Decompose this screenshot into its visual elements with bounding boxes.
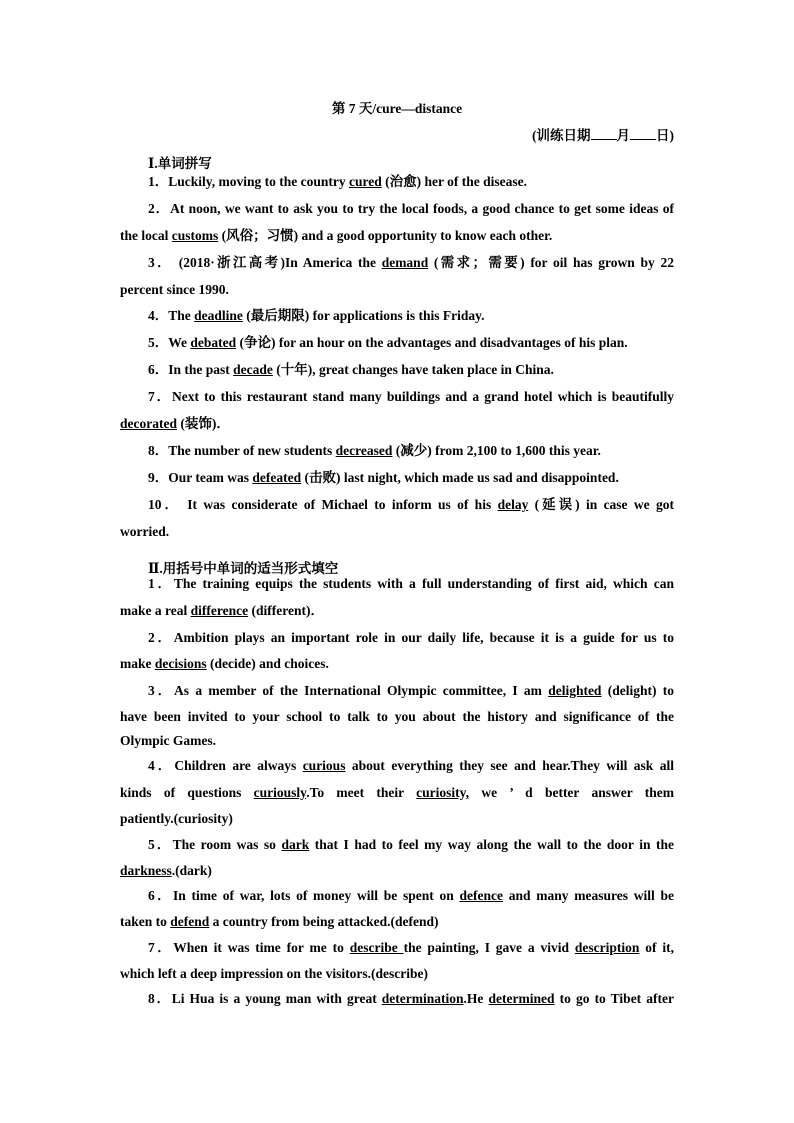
line-text: about everything they see and hear.They will ask all bbox=[345, 758, 674, 773]
line-text: (decide) and choices. bbox=[206, 656, 329, 671]
answer-word: curiosity, bbox=[416, 785, 470, 800]
line-text: 9．Our team was bbox=[148, 470, 253, 485]
line-text: (delight) to bbox=[601, 683, 675, 698]
exercise-line bbox=[148, 173, 674, 191]
line-text: to go to Tibet after bbox=[554, 991, 675, 1006]
exercise-line bbox=[120, 415, 674, 433]
date-day: 日) bbox=[656, 128, 674, 143]
line-text: (风俗；习惯) and a good opportunity to know each other. bbox=[218, 228, 553, 243]
line-text: 8．Li Hua is a young man with great bbox=[148, 991, 382, 1006]
answer-word: cured bbox=[349, 174, 382, 189]
line-text: worried. bbox=[120, 524, 170, 539]
answer-word: description bbox=[574, 940, 640, 955]
line-text: we ’ d better answer them bbox=[469, 785, 674, 800]
line-text: (击败) last night, which made us sad and disappointed. bbox=[301, 470, 619, 485]
exercise-line bbox=[148, 361, 674, 379]
exercise-line bbox=[148, 496, 674, 514]
answer-word: delighted bbox=[548, 683, 602, 698]
line-text: 4．The bbox=[148, 308, 195, 323]
answer-word: debated bbox=[190, 335, 237, 350]
line-text: (装饰)． bbox=[176, 416, 230, 431]
exercise-line bbox=[120, 784, 674, 802]
exercise-line bbox=[120, 602, 674, 620]
line-text: (治愈) her of the disease. bbox=[381, 174, 527, 189]
answer-word: deadline bbox=[194, 308, 243, 323]
exercise-line bbox=[148, 757, 674, 775]
exercise-line bbox=[148, 200, 674, 218]
line-text: make a real bbox=[120, 603, 191, 618]
line-text: taken to bbox=[120, 914, 171, 929]
answer-word: delay bbox=[497, 497, 529, 512]
answer-word: curiously bbox=[253, 785, 307, 800]
exercise-line bbox=[148, 307, 674, 325]
exercise-line bbox=[120, 965, 674, 983]
exercise-line bbox=[120, 862, 674, 880]
line-text: 7．Next to this restaurant stand many buildings and a grand hotel which is beautifully bbox=[148, 389, 674, 404]
answer-word: defeated bbox=[252, 470, 302, 485]
line-text: 4．Children are always bbox=[148, 758, 303, 773]
line-text: 2．Ambition plays an important role in our daily life, because it is a guide for us to bbox=[148, 630, 674, 645]
line-text: 10． It was considerate of Michael to inform us of his bbox=[148, 497, 498, 512]
line-text: make bbox=[120, 656, 155, 671]
answer-word: customs bbox=[171, 228, 219, 243]
line-text: (需求；需要) for oil has grown by 22 bbox=[428, 255, 675, 270]
answer-word: difference bbox=[190, 603, 249, 618]
answer-word: dark bbox=[281, 837, 310, 852]
line-text: .He bbox=[463, 991, 489, 1006]
line-text: 6．In the past bbox=[148, 362, 234, 377]
line-text: 2．At noon, we want to ask you to try the local foods, a good chance to get some ideas of bbox=[148, 201, 674, 216]
exercise-line bbox=[120, 655, 674, 673]
page-title: 第 7 天/cure—distance bbox=[331, 101, 463, 116]
answer-word: defence bbox=[459, 888, 504, 903]
exercise-line bbox=[120, 732, 674, 750]
date-month: 月 bbox=[616, 128, 630, 143]
line-text: the painting, I gave a vivid bbox=[403, 940, 575, 955]
line-text: the local bbox=[120, 228, 172, 243]
answer-word: decisions bbox=[154, 656, 207, 671]
exercise-line bbox=[120, 708, 674, 726]
exercise-line bbox=[120, 281, 674, 299]
answer-word: decreased bbox=[335, 443, 393, 458]
line-text: (different)． bbox=[248, 603, 324, 618]
line-text: kinds of questions bbox=[120, 785, 254, 800]
line-text: Olympic Games. bbox=[120, 733, 216, 748]
section-heading-1: Ⅰ.单词拼写 bbox=[148, 156, 212, 171]
answer-word: curious bbox=[302, 758, 346, 773]
exercise-line bbox=[148, 575, 674, 593]
line-text: 8．The number of new students bbox=[148, 443, 336, 458]
line-text: (减少) from 2,100 to 1,600 this year. bbox=[392, 443, 601, 458]
date-prefix: (训练日期 bbox=[532, 128, 591, 143]
line-text: 7．When it was time for me to bbox=[148, 940, 350, 955]
line-text: 1．Luckily, moving to the country bbox=[148, 174, 350, 189]
answer-word: defend bbox=[170, 914, 210, 929]
answer-word: demand bbox=[381, 255, 429, 270]
line-text: that I had to feel my way along the wall to the door in the bbox=[309, 837, 674, 852]
exercise-line bbox=[120, 227, 674, 245]
line-text: 5．The room was so bbox=[148, 837, 282, 852]
line-text: .To meet their bbox=[306, 785, 417, 800]
line-text: and many measures will be bbox=[503, 888, 674, 903]
line-text: of it, bbox=[639, 940, 674, 955]
answer-word: decade bbox=[233, 362, 273, 377]
line-text: 3．As a member of the International Olympic committee, I am bbox=[148, 683, 549, 698]
line-text: a country from being attacked.(defend) bbox=[209, 914, 439, 929]
answer-word: determination bbox=[381, 991, 464, 1006]
exercise-line bbox=[148, 629, 674, 647]
line-text: percent since 1990. bbox=[120, 282, 229, 297]
exercise-line bbox=[148, 836, 674, 854]
line-text: 5．We bbox=[148, 335, 191, 350]
line-text: .(dark) bbox=[171, 863, 212, 878]
exercise-line bbox=[120, 810, 674, 828]
exercise-line bbox=[148, 442, 674, 460]
line-text: 3． (2018·浙江高考)In America the bbox=[148, 255, 382, 270]
line-text: have been invited to your school to talk to you about the history and significance of the bbox=[120, 709, 674, 724]
answer-word: determined bbox=[488, 991, 555, 1006]
line-text: 6．In time of war, lots of money will be spent on bbox=[148, 888, 460, 903]
exercise-line bbox=[148, 469, 674, 487]
line-text: patiently.(curiosity) bbox=[120, 811, 233, 826]
answer-word: describe bbox=[349, 940, 404, 955]
answer-word: darkness bbox=[120, 863, 172, 878]
exercise-line bbox=[148, 939, 674, 957]
exercise-line bbox=[120, 913, 674, 931]
exercise-line bbox=[148, 887, 674, 905]
exercise-line bbox=[148, 990, 674, 1008]
month-blank bbox=[591, 127, 617, 140]
line-text: (争论) for an hour on the advantages and disadvantages of his plan. bbox=[236, 335, 628, 350]
line-text: (延误) in case we got bbox=[528, 497, 674, 512]
exercise-line bbox=[148, 254, 674, 272]
exercise-line bbox=[120, 523, 674, 541]
line-text: (最后期限) for applications is this Friday. bbox=[242, 308, 485, 323]
exercise-line bbox=[148, 334, 674, 352]
training-date bbox=[532, 124, 674, 144]
section-heading-2: Ⅱ.用括号中单词的适当形式填空 bbox=[148, 561, 339, 576]
line-text: 1．The training equips the students with a full understanding of first aid, which can bbox=[148, 576, 674, 591]
exercise-line bbox=[148, 388, 674, 406]
exercise-line bbox=[148, 682, 674, 700]
line-text: which left a deep impression on the visitors.(describe) bbox=[120, 966, 428, 981]
day-blank bbox=[630, 127, 656, 140]
line-text: (十年), great changes have taken place in China. bbox=[272, 362, 554, 377]
answer-word: decorated bbox=[120, 416, 177, 431]
